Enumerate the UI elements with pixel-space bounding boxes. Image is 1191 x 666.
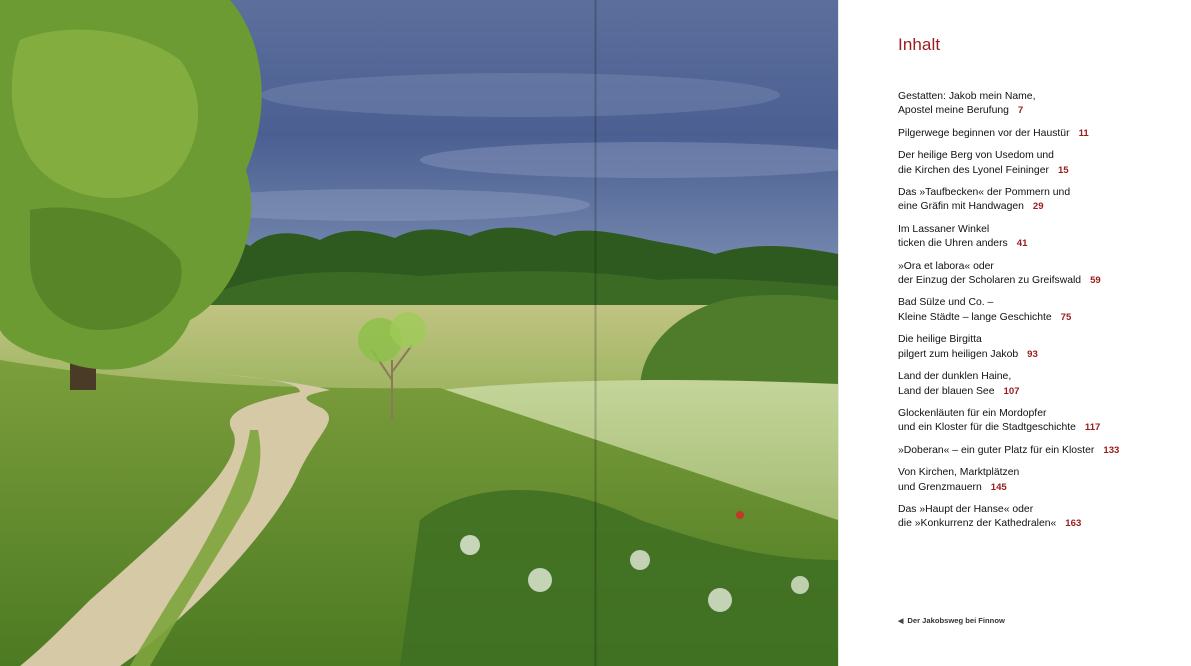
toc-entry[interactable] [898,370,1188,399]
toc-page-number: 75 [1060,311,1072,323]
toc-page-number: 41 [1016,238,1028,250]
photo-caption [898,616,1005,625]
toc-entry-line: Pilgerwege beginnen vor der Haustür [898,127,1070,139]
toc-list [898,90,1188,540]
toc-title: Inhalt [898,35,941,54]
toc-entry-line: Im Lassaner Winkel [898,223,990,235]
toc-entry-line: Von Kirchen, Marktplätzen [898,467,1020,479]
toc-entry-line: die »Konkurrenz der Kathedralen« [898,518,1057,530]
toc-page-number: 29 [1032,201,1044,213]
toc-entry-line: Apostel meine Berufung [898,105,1009,117]
toc-entry-line: Land der blauen See [898,385,995,397]
toc-entry-line: ticken die Uhren anders [898,238,1008,250]
toc-page-number: 15 [1057,164,1069,176]
toc-entry-line: Bad Sülze und Co. – [898,297,994,309]
toc-page-number: 145 [990,481,1007,493]
toc-page-number: 117 [1084,422,1101,434]
toc-entry[interactable] [898,503,1188,532]
toc-page [838,0,1191,666]
toc-entry-line: Die heilige Birgitta [898,334,982,346]
toc-page-number: 11 [1078,127,1089,139]
toc-entry-line: Der heilige Berg von Usedom und [898,150,1054,162]
toc-entry[interactable] [898,333,1188,362]
toc-entry-line: »Ora et labora« oder [898,260,994,272]
toc-entry-line: die Kirchen des Lyonel Feininger [898,164,1049,176]
toc-entry-line: »Doberan« – ein guter Platz für ein Kloster [898,444,1095,456]
toc-entry-line: Gestatten: Jakob mein Name, [898,91,1036,102]
toc-entry-line: und Grenzmauern [898,481,982,493]
toc-page-number: 7 [1017,105,1024,117]
toc-entry[interactable] [898,127,1188,141]
toc-entry-line: und ein Kloster für die Stadtgeschichte [898,422,1076,434]
toc-page-number: 163 [1065,518,1082,530]
toc-page-number: 59 [1090,275,1101,287]
toc-page-number: 93 [1027,348,1038,360]
toc-entry[interactable] [898,466,1188,495]
toc-entry-line: der Einzug der Scholaren zu Greifswald [898,275,1082,287]
photo-caption-text: Der Jakobsweg bei Finnow [907,616,1005,625]
toc-entry[interactable] [898,407,1188,436]
toc-entry[interactable] [898,186,1188,215]
toc-entry-line: Kleine Städte – lange Geschichte [898,311,1052,323]
toc-entry-line: Das »Haupt der Hanse« oder [898,503,1034,515]
toc-page-number: 133 [1103,444,1120,456]
toc-entry-line: eine Gräfin mit Handwagen [898,201,1024,213]
left-triangle-icon: ◀ [898,618,904,625]
toc-entry-line: Das »Taufbecken« der Pommern und [898,187,1071,199]
toc-page-number: 107 [1003,385,1020,397]
toc-entry[interactable] [898,296,1188,325]
toc-entry-line: pilgert zum heiligen Jakob [898,348,1019,360]
toc-entry-line: Land der dunklen Haine, [898,371,1012,383]
toc-entry[interactable] [898,223,1188,252]
toc-entry-line: Glockenläuten für ein Mordopfer [898,407,1047,419]
toc-entry[interactable] [898,149,1188,178]
toc-entry[interactable] [898,260,1188,289]
book-gutter [594,0,597,666]
toc-entry[interactable] [898,90,1188,119]
toc-entry[interactable] [898,444,1188,458]
